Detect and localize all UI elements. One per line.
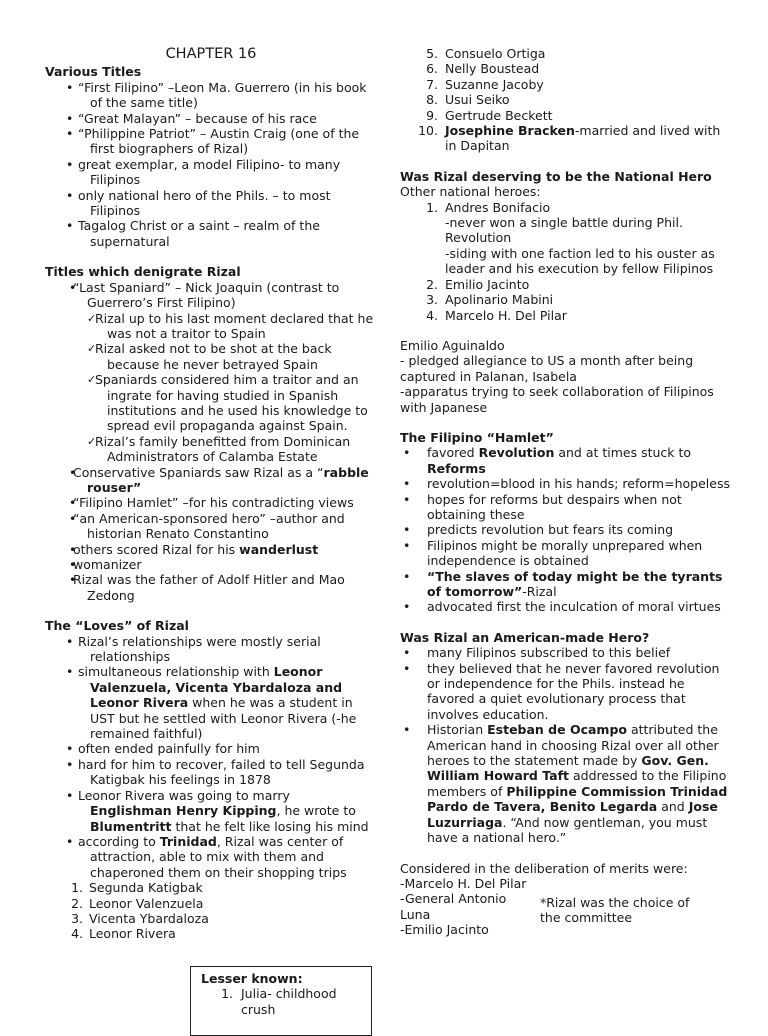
list-item: • “an American-sponsored hero” –author and historian Renato Constantino — [45, 511, 375, 542]
loves-numbered-list — [45, 880, 375, 942]
item-number: 2. — [71, 895, 83, 911]
list-item: • many Filipinos subscribed to this belief — [400, 645, 730, 660]
item-number: 3. — [71, 910, 83, 926]
list-item-text: simultaneous relationship with — [78, 664, 274, 680]
bold-text: Esteban de Ocampo — [487, 722, 627, 738]
list-item — [400, 292, 730, 307]
list-item — [400, 445, 730, 476]
merits-note: *Rizal was the choice of the committee — [540, 894, 690, 926]
list-item: • predicts revolution but fears its coming — [400, 522, 730, 537]
hamlet-list — [400, 445, 730, 614]
note-line: -siding with one faction led to his ouster as leader and his execution by fellow Filipinos — [445, 245, 715, 277]
bold-text: Jose Luzurriaga — [427, 799, 718, 830]
list-item: • “First Filipino” –Leon Ma. Guerrero (in his book of the same title) — [45, 80, 375, 111]
list-item-text: according to — [78, 833, 160, 849]
list-item: • “Philippine Patriot” – Austin Craig (one of the first biographers of Rizal) — [45, 126, 375, 157]
item-number: 9. — [426, 107, 438, 123]
bold-text: Josephine Bracken — [445, 123, 575, 139]
item-number: 4. — [426, 307, 438, 323]
bold-text: rabble rouser” — [87, 464, 369, 495]
list-item — [400, 61, 730, 76]
list-item — [199, 986, 363, 1017]
list-item-text: and — [657, 799, 689, 815]
merits-block — [400, 876, 730, 938]
list-item-text: favored — [427, 445, 479, 461]
list-item — [45, 542, 375, 557]
various-titles-list — [45, 80, 375, 249]
loves-numbered-list-continued — [400, 46, 730, 154]
list-item — [45, 664, 375, 741]
list-item — [400, 46, 730, 61]
lesser-known-box — [190, 966, 372, 1036]
list-item: • Tagalog Christ or a saint – realm of the supernatural — [45, 218, 375, 249]
list-item-text: Leonor Rivera was going to marry — [78, 787, 290, 803]
list-item-text: others scored Rizal for his — [73, 541, 240, 557]
list-item: • advocated first the inculcation of moral virtues — [400, 599, 730, 614]
list-item — [400, 308, 730, 323]
list-item — [400, 77, 730, 92]
list-item — [45, 880, 375, 895]
bold-text: “The slaves of today might be the tyrants of tomorrow” — [427, 568, 723, 599]
item-text: -married and lived with in Dapitan — [445, 123, 721, 154]
check-item: ✓ Rizal’s family benefitted from Dominican Administrators of Calamba Estate — [45, 434, 375, 465]
merits-names — [400, 876, 530, 938]
list-item: • Rizal was the father of Adolf Hitler and Mao Zedong — [45, 572, 375, 603]
item-text: Segunda Katigbak — [89, 880, 203, 896]
list-item — [45, 896, 375, 911]
hamlet-heading: The Filipino “Hamlet” — [400, 429, 554, 445]
loves-heading: The “Loves” of Rizal — [45, 618, 189, 634]
list-item — [45, 280, 375, 465]
list-item-text: , Rizal was center of attraction, able to mix with them and chaperoned them on their shopping trips — [90, 833, 347, 880]
list-item — [400, 569, 730, 600]
aguinaldo-name: Emilio Aguinaldo — [400, 337, 505, 353]
list-item: • womanizer — [45, 557, 375, 572]
list-item — [400, 722, 730, 845]
lesser-known-heading: Lesser known: — [201, 971, 303, 986]
merits-intro: Considered in the deliberation of merits were: — [400, 860, 688, 876]
right-column — [400, 46, 730, 938]
bold-text: Gov. Gen. William Howard Taft — [427, 753, 709, 784]
bold-text: Englishman Henry Kipping — [90, 803, 277, 819]
american-hero-heading: Was Rizal an American-made Hero? — [400, 629, 650, 645]
list-item-text: -Rizal — [522, 584, 557, 599]
merit-name: -General Antonio Luna — [400, 891, 507, 922]
item-number: 2. — [426, 276, 438, 292]
list-item: • “Filipino Hamlet” –for his contradicting views — [45, 495, 375, 510]
lesser-known-list — [199, 986, 363, 1017]
note-line: -never won a single battle during Phil. Revolution — [445, 215, 683, 246]
denigrate-heading: Titles which denigrate Rizal — [45, 264, 241, 280]
item-text: Nelly Boustead — [445, 61, 540, 77]
list-item — [45, 465, 375, 496]
heroes-list — [400, 200, 730, 323]
merit-name: -Emilio Jacinto — [400, 922, 489, 938]
list-item-text: Historian — [427, 722, 488, 738]
list-item-text: “Last Spaniard” – Nick Joaquin (contrast to Guerrero’s First Filipino) — [73, 279, 340, 311]
item-number: 1. — [71, 880, 83, 896]
item-text: Consuelo Ortiga — [445, 46, 546, 61]
item-text: Emilio Jacinto — [445, 276, 530, 292]
item-number: 1. — [221, 986, 233, 1002]
list-item: • hard for him to recover, failed to tell Segunda Katigbak his feelings in 1878 — [45, 757, 375, 788]
checklist — [45, 311, 375, 465]
item-text: Julia- childhood crush — [241, 986, 337, 1017]
list-item-text: addressed to the Filipino members of — [427, 768, 727, 799]
chapter-title: CHAPTER 16 — [165, 46, 257, 62]
aguinaldo-line: - pledged allegiance to US a month after being captured in Palanan, Isabela — [400, 353, 694, 384]
list-item: • hopes for reforms but despairs when not obtaining these — [400, 492, 730, 523]
bold-text: Philippine Commission Trinidad Pardo de Tavera, Benito Legarda — [427, 783, 728, 815]
bold-text: Revolution — [478, 445, 555, 461]
list-item — [45, 926, 375, 941]
list-item — [45, 834, 375, 880]
item-number: 7. — [426, 76, 438, 92]
list-item-text: and at times stuck to — [554, 445, 692, 461]
list-item — [400, 123, 730, 154]
various-titles-heading: Various Titles — [45, 64, 142, 80]
list-item — [400, 200, 730, 277]
item-number: 1. — [426, 199, 438, 215]
denigrate-list — [45, 280, 375, 604]
item-number: 10. — [418, 123, 438, 139]
check-item: ✓ Rizal asked not to be shot at the back because he never betrayed Spain — [45, 341, 375, 372]
item-text: Vicenta Ybardaloza — [89, 910, 209, 926]
item-text: Gertrude Beckett — [445, 107, 553, 123]
item-number: 3. — [426, 292, 438, 308]
bold-text: Leonor Valenzuela, Vicenta Ybardaloza and Leonor Rivera — [90, 664, 343, 711]
item-number: 6. — [426, 61, 438, 77]
list-item — [400, 92, 730, 107]
merit-name: -Marcelo H. Del Pilar — [400, 875, 527, 891]
item-number: 4. — [71, 926, 83, 942]
item-text: Leonor Valenzuela — [89, 895, 204, 911]
item-number: 5. — [426, 46, 438, 61]
list-item-text: attributed the American hand in choosing Rizal over all other heroes to the statement made by — [427, 722, 719, 769]
loves-list — [45, 634, 375, 881]
deserving-subheading: Other national heroes: — [400, 184, 541, 200]
list-item: • Rizal’s relationships were mostly serial relationships — [45, 634, 375, 665]
check-item: ✓ Rizal up to his last moment declared that he was not a traitor to Spain — [45, 311, 375, 342]
list-item: • Filipinos might be morally unprepared when independence is obtained — [400, 538, 730, 569]
list-item — [45, 911, 375, 926]
list-item: • often ended painfully for him — [45, 741, 375, 756]
item-text: Marcelo H. Del Pilar — [445, 307, 567, 323]
list-item: • revolution=blood in his hands; reform=hopeless — [400, 476, 730, 491]
list-item: • they believed that he never favored revolution or independence for the Phils. instead he favored a quiet evolutionary process that involves education. — [400, 661, 730, 723]
left-column — [45, 47, 375, 942]
bold-text: Trinidad — [159, 833, 217, 849]
bold-text: wanderlust — [239, 541, 319, 557]
list-item-text: that he felt like losing his mind — [171, 818, 369, 834]
item-text: Usui Seiko — [445, 92, 510, 108]
bold-text: Blumentritt — [90, 818, 172, 834]
bold-text: Reforms — [427, 460, 486, 476]
item-text: Apolinario Mabini — [445, 292, 554, 308]
item-text: Andres Bonifacio — [445, 199, 551, 215]
list-item-text: . “And now gentleman, you must have a national hero.” — [427, 814, 708, 846]
item-number: 8. — [426, 92, 438, 108]
list-item-text: , he wrote to — [276, 803, 356, 819]
list-item: • only national hero of the Phils. – to most Filipinos — [45, 188, 375, 219]
aguinaldo-line: -apparatus trying to seek collaboration of Filipinos with Japanese — [400, 384, 714, 415]
item-text: Leonor Rivera — [89, 926, 176, 942]
list-item — [45, 788, 375, 834]
list-item: • great exemplar, a model Filipino- to many Filipinos — [45, 157, 375, 188]
list-item — [400, 108, 730, 123]
check-item: ✓ Spaniards considered him a traitor and an ingrate for having studied in Spanish institutions and he used his knowledge to spread evil propaganda against Spain. — [45, 372, 375, 434]
list-item-text: Conservative Spaniards saw Rizal as a “ — [73, 464, 324, 480]
list-item-text: when he was a student in UST but he settled with Leonor Rivera (-he remained faithful) — [90, 695, 357, 742]
item-text: Suzanne Jacoby — [445, 76, 544, 92]
deserving-heading: Was Rizal deserving to be the National Hero — [400, 168, 712, 184]
list-item: • “Great Malayan” – because of his race — [45, 111, 375, 126]
list-item — [400, 277, 730, 292]
american-hero-list — [400, 645, 730, 845]
